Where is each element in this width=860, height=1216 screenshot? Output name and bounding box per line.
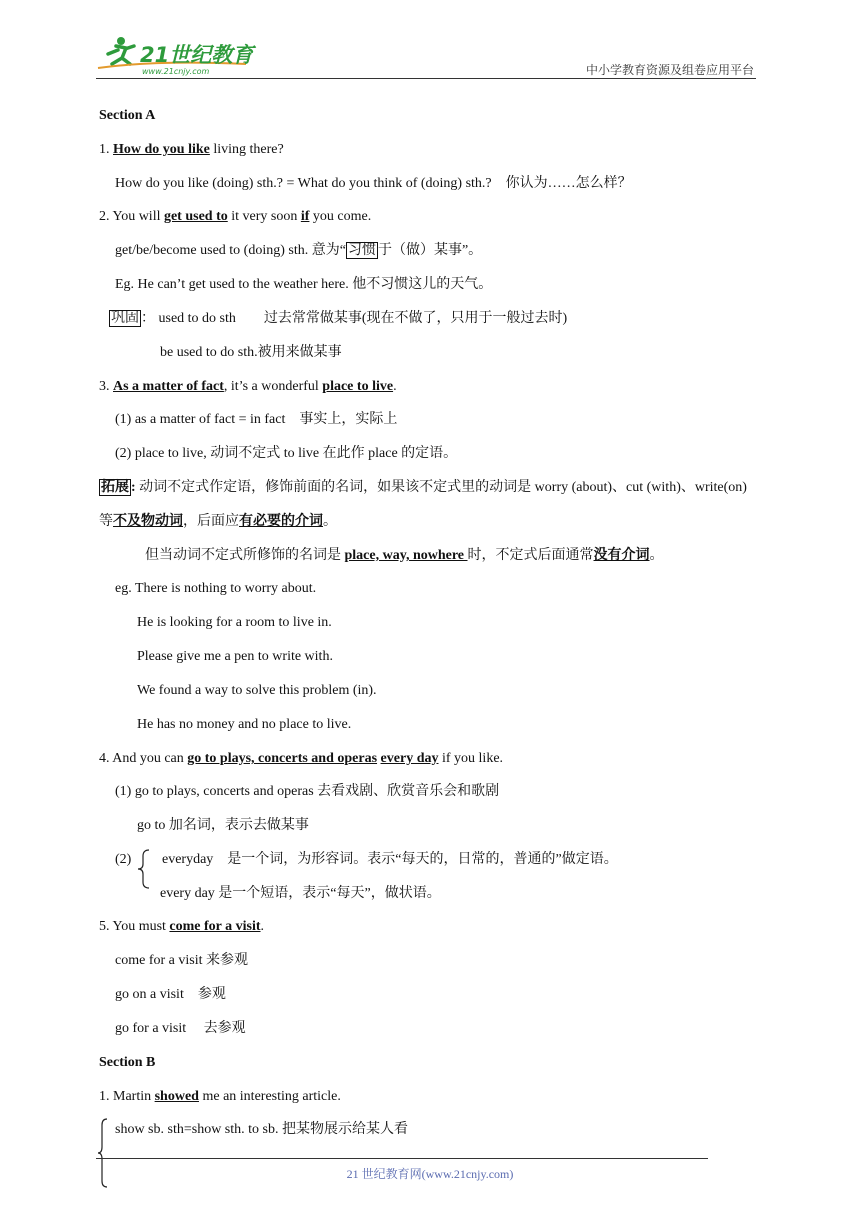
key-phrase: go to plays, concerts and operas [187,751,378,766]
example-4: We found a way to solve this problem (in). [137,683,377,698]
consolidate-note: 巩固 ： used to do sth 过去常常做某事(现在不做了，只用于一般过去时) [111,311,568,326]
boxed-term: 习惯 [347,243,376,258]
logo-url: www.21cnjy.com [142,67,210,76]
key-word: if [300,209,310,224]
item-4: 4. And you can go to plays, concerts and operas every day if you like. [99,751,504,766]
item-5-point-1: come for a visit 来参观 [115,953,248,968]
item-2: 2. You will get used to it very soon if you come. [99,209,372,224]
item-5-point-3: go for a visit 去参观 [115,1021,246,1036]
key-word: showed [154,1089,199,1104]
example-2: He is looking for a room to live in. [137,615,332,630]
left-brace-icon [136,848,152,890]
consolidate-label: 巩固 [111,311,139,326]
item-1: 1. How do you like living there? [99,142,284,157]
footer-divider [96,1158,708,1159]
item-2-example: Eg. He can’t get used to the weather here. 他不习惯这儿的天气。 [115,277,493,292]
header-divider [96,78,756,79]
item-4-point-2b: every day 是一个短语，表示“每天”，做状语。 [160,886,441,901]
example-3: Please give me a pen to write with. [137,649,333,664]
section-a-title: Section A [99,108,156,123]
example-5: He has no money and no place to live. [137,717,352,732]
item-4-point-2-num: (2) [115,852,132,867]
header-platform-text: 中小学教育资源及组卷应用平台 [585,63,754,77]
logo-title: 21世纪教育 [140,43,254,67]
item-1-note: How do you like (doing) sth.? = What do you think of (doing) sth.? 你认为……怎么样？ [115,176,632,191]
item-2-note: get/be/become used to (doing) sth. 意为“ 习惯 于（做）某事”。 [115,243,483,258]
item-5: 5. You must come for a visit. [99,919,265,934]
extend-note-2: 等不及物动词，后面应有必要的介词。 [99,514,337,529]
section-b-title: Section B [99,1055,156,1070]
example-1: eg. There is nothing to worry about. [115,581,317,596]
item-4-point-1b: go to 加名词，表示去做某事 [137,818,309,833]
extend-note: 拓展 : 动词不定式作定语，修饰前面的名词，如果该不定式里的动词是 worry (about)、cut (with)、write(on) [101,480,747,495]
item-3-point-1: (1) as a matter of fact = in fact 事实上，实际上 [115,412,398,427]
extend-label: 拓展 [101,480,129,495]
key-phrase: place to live [322,379,394,394]
key-phrase: every day [380,751,439,766]
item-3-point-2: (2) place to live, 动词不定式 to live 在此作 place 的定语。 [115,446,458,461]
section-b-item-1-note: show sb. sth=show sth. to sb. 把某物展示给某人看 [115,1122,408,1137]
extend-note-3: 但当动词不定式所修饰的名词是 place, way, nowhere 时，不定式后面通常没有介词。 [145,548,664,563]
site-logo [96,34,258,78]
item-3: 3. As a matter of fact, it’s a wonderful place to live. [99,379,397,394]
key-phrase: come for a visit [169,919,261,934]
section-b-item-1: 1. Martin showed me an interesting article. [99,1089,341,1104]
key-phrase: How do you like [113,142,210,157]
runner-logo-icon [96,34,258,78]
consolidate-note-2: be used to do sth.被用来做某事 [160,345,342,360]
footer-text: 21 世纪教育网(www.21cnjy.com) [346,1167,514,1181]
item-4-point-1: (1) go to plays, concerts and operas 去看戏剧、欣赏音乐会和歌剧 [115,784,500,799]
key-phrase: get used to [163,209,228,224]
item-5-point-2: go on a visit 参观 [115,987,226,1002]
item-4-point-2a: everyday 是一个词，为形容词。表示“每天的，日常的，普通的”做定语。 [162,852,618,867]
key-phrase: As a matter of fact [113,379,224,394]
